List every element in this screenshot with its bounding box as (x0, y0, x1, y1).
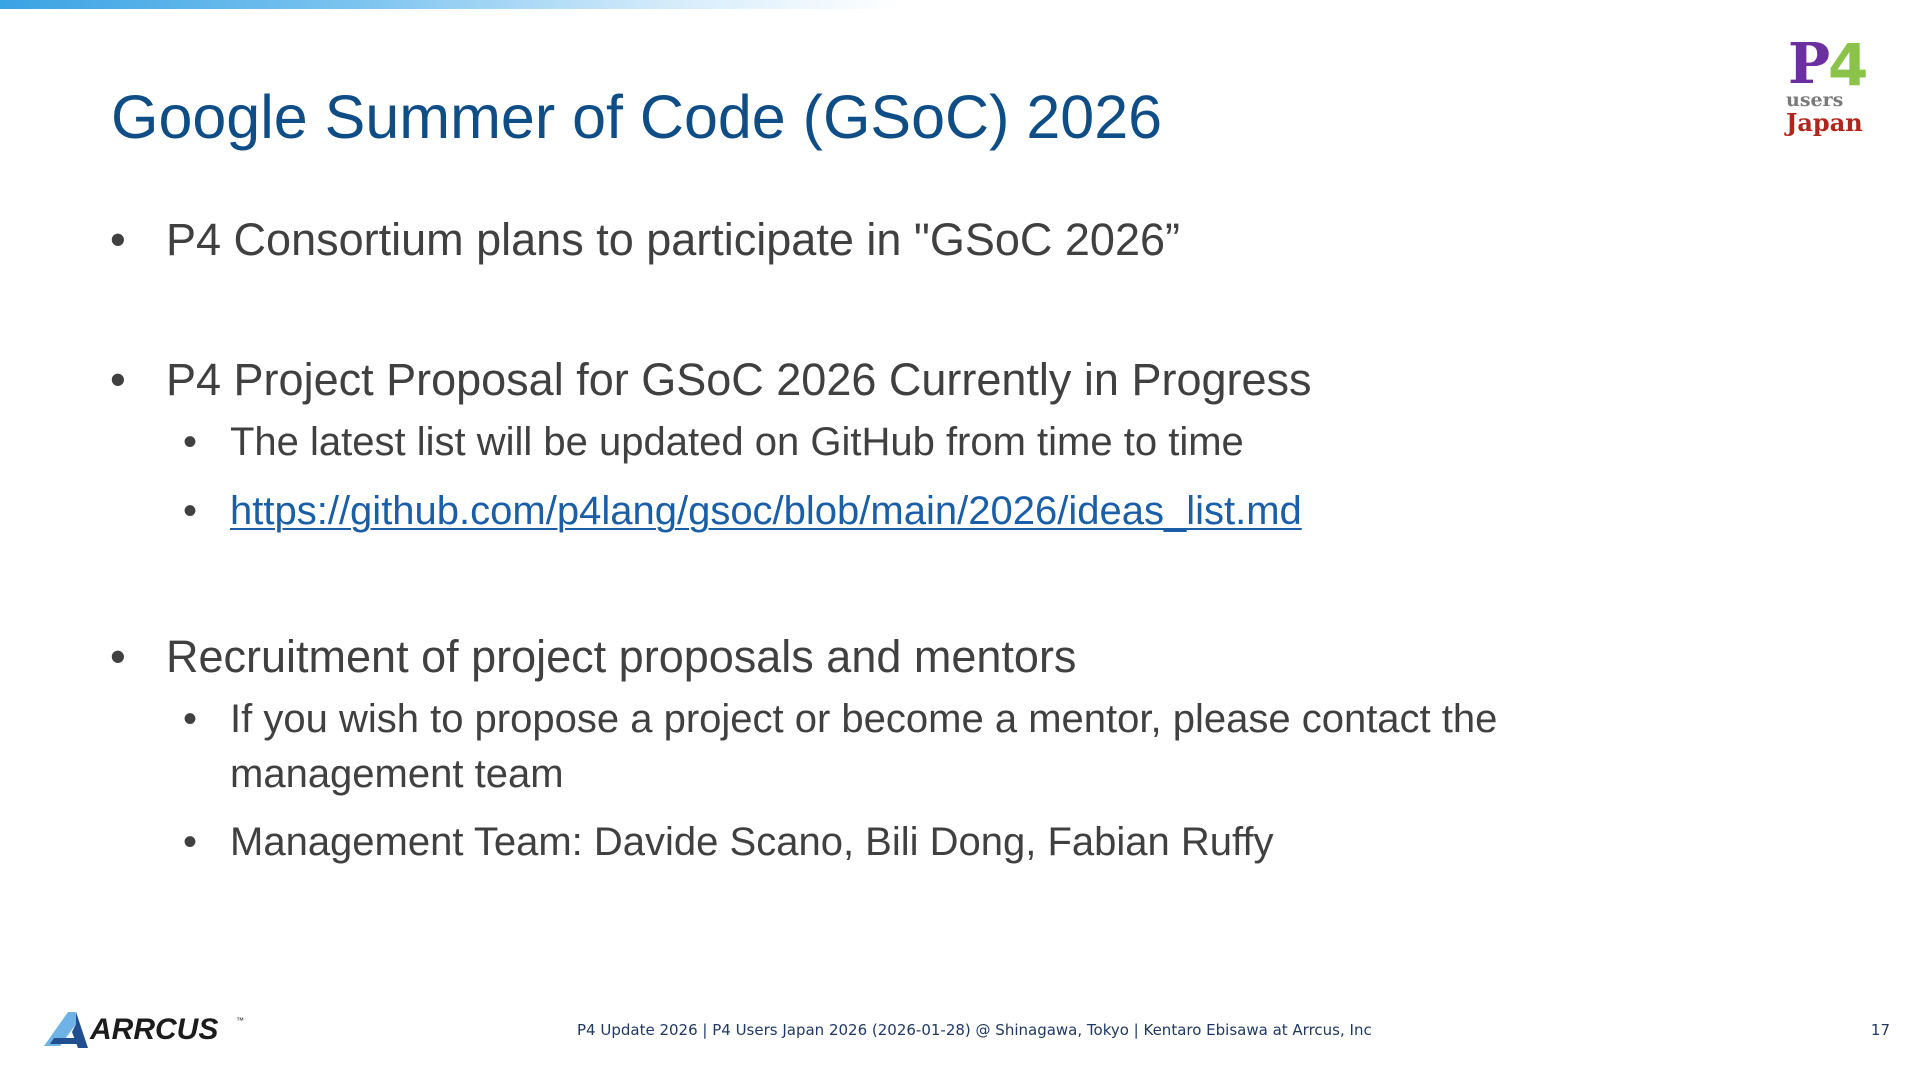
arrcus-a-mark-icon (42, 1010, 92, 1050)
ideas-list-link-text[interactable]: https://github.com/p4lang/gsoc/blob/main/2026/ideas_list.md (230, 489, 1302, 533)
logo-p-letter: P (1788, 31, 1831, 97)
bullet-text: Recruitment of project proposals and mentors (166, 631, 1077, 682)
bullet-text: P4 Project Proposal for GSoC 2026 Currently in Progress (166, 354, 1312, 405)
bullet-dot: • (110, 631, 126, 682)
slide-title: Google Summer of Code (GSoC) 2026 (111, 83, 1163, 151)
sub-bullet-text: If you wish to propose a project or become a mentor, please contact the (230, 697, 1498, 741)
page-number: 17 (1870, 1021, 1890, 1039)
sub-bullet-dot: • (183, 420, 198, 464)
bullet-text: P4 Consortium plans to participate in "GSoC 2026” (166, 214, 1180, 265)
arrcus-wordmark: ARRCUS (90, 1013, 219, 1046)
sub-bullet-dot: • (183, 489, 198, 533)
trademark-symbol: ™ (236, 1016, 244, 1025)
logo-users-text: users (1786, 89, 1844, 111)
ideas-list-link[interactable] (230, 488, 1302, 534)
sub-bullet-text: Management Team: Davide Scano, Bili Dong, Fabian Ruffy (230, 820, 1274, 864)
sub-bullet-text: The latest list will be updated on GitHub from time to time (230, 420, 1244, 464)
footer-event-info: P4 Update 2026 | P4 Users Japan 2026 (2026-01-28) @ Shinagawa, Tokyo | Kentaro Ebisawa at Arrcus, Inc (577, 1021, 1372, 1039)
logo-japan-text: Japan (1786, 108, 1863, 137)
arrcus-logo (42, 1010, 242, 1050)
sub-bullet-text-continued: management team (230, 752, 564, 796)
logo-four-digit: 4 (1828, 31, 1869, 99)
bullet-dot: • (110, 214, 126, 265)
sub-bullet-dot: • (183, 697, 198, 741)
sub-bullet-dot: • (183, 820, 198, 864)
bullet-dot: • (110, 354, 126, 405)
